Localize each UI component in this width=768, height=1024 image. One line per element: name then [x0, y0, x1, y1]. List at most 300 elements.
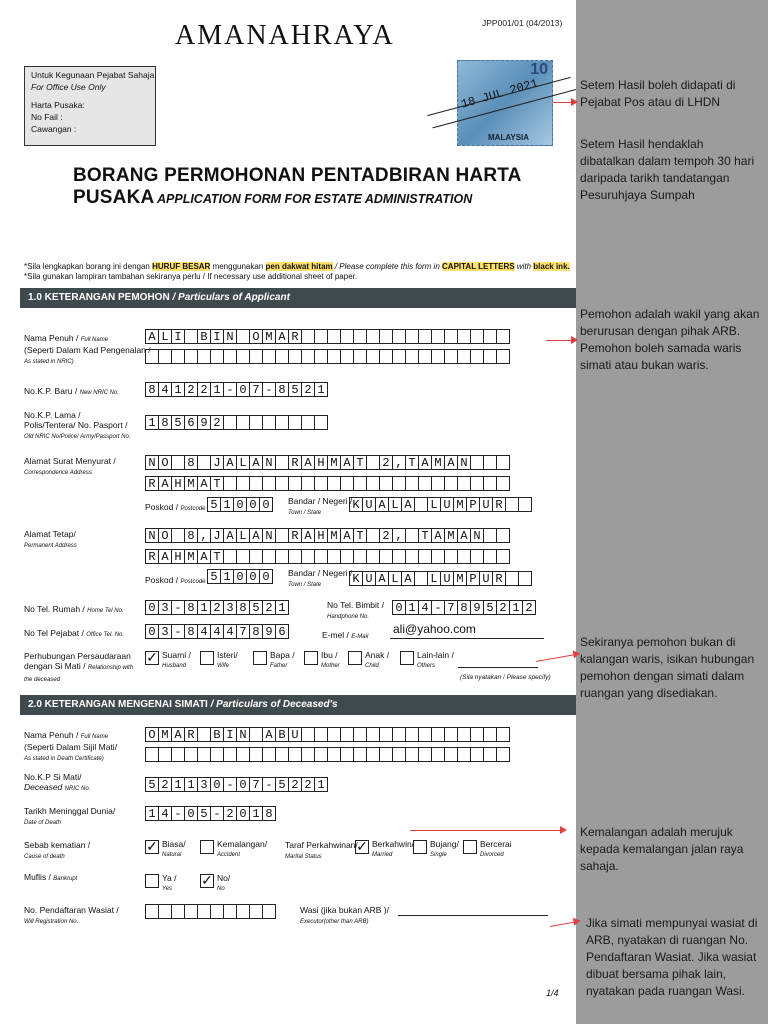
char-box[interactable] — [457, 727, 471, 742]
char-box[interactable] — [288, 476, 302, 491]
char-box[interactable]: A — [375, 571, 389, 586]
char-box[interactable] — [158, 747, 172, 762]
char-box[interactable]: A — [249, 528, 263, 543]
char-box[interactable]: 8 — [236, 600, 250, 615]
char-box[interactable]: M — [453, 497, 467, 512]
char-box[interactable] — [249, 549, 263, 564]
char-box[interactable]: 2 — [210, 600, 224, 615]
char-box[interactable] — [340, 747, 354, 762]
char-box[interactable]: 3 — [197, 777, 211, 792]
char-box[interactable]: A — [401, 497, 415, 512]
char-box[interactable] — [444, 747, 458, 762]
char-box[interactable] — [288, 549, 302, 564]
char-box[interactable]: M — [453, 571, 467, 586]
char-box[interactable] — [249, 476, 263, 491]
char-box[interactable]: O — [249, 329, 263, 344]
char-box[interactable] — [483, 455, 497, 470]
char-box[interactable] — [353, 329, 367, 344]
char-box[interactable] — [223, 349, 237, 364]
char-box[interactable] — [249, 415, 263, 430]
char-box[interactable]: P — [466, 571, 480, 586]
char-box[interactable]: M — [184, 476, 198, 491]
char-box[interactable]: 5 — [171, 415, 185, 430]
char-box[interactable]: A — [158, 476, 172, 491]
char-box[interactable] — [379, 727, 393, 742]
char-box[interactable]: M — [184, 549, 198, 564]
char-box[interactable]: 1 — [220, 569, 234, 584]
char-box[interactable] — [223, 415, 237, 430]
char-box[interactable] — [145, 349, 159, 364]
char-box[interactable]: H — [171, 549, 185, 564]
char-box[interactable] — [184, 329, 198, 344]
char-box[interactable] — [301, 476, 315, 491]
char-box[interactable]: 7 — [236, 624, 250, 639]
char-box[interactable] — [405, 349, 419, 364]
char-box[interactable]: 5 — [197, 806, 211, 821]
char-box[interactable]: 8 — [262, 806, 276, 821]
char-box[interactable] — [366, 528, 380, 543]
char-box[interactable]: 0 — [236, 777, 250, 792]
deceased-name-boxes[interactable] — [145, 727, 509, 742]
char-box[interactable] — [418, 727, 432, 742]
char-box[interactable]: A — [340, 455, 354, 470]
char-box[interactable]: A — [171, 727, 185, 742]
char-box[interactable] — [210, 747, 224, 762]
char-box[interactable]: T — [210, 476, 224, 491]
char-box[interactable] — [184, 747, 198, 762]
char-box[interactable]: 3 — [158, 624, 172, 639]
char-box[interactable] — [236, 415, 250, 430]
char-box[interactable]: 2 — [262, 600, 276, 615]
char-box[interactable]: 1 — [171, 382, 185, 397]
char-box[interactable] — [301, 349, 315, 364]
char-box[interactable] — [392, 476, 406, 491]
char-box[interactable] — [505, 571, 519, 586]
char-box[interactable] — [392, 727, 406, 742]
char-box[interactable] — [236, 747, 250, 762]
char-box[interactable]: 0 — [233, 569, 247, 584]
char-box[interactable] — [145, 904, 159, 919]
char-box[interactable] — [340, 727, 354, 742]
char-box[interactable] — [275, 476, 289, 491]
checkbox[interactable]: ✓ — [201, 872, 213, 888]
char-box[interactable] — [236, 904, 250, 919]
char-box[interactable]: L — [158, 329, 172, 344]
char-box[interactable] — [184, 349, 198, 364]
checkbox[interactable] — [200, 651, 214, 665]
char-box[interactable]: 3 — [158, 600, 172, 615]
char-box[interactable] — [288, 349, 302, 364]
char-box[interactable]: J — [210, 455, 224, 470]
char-box[interactable] — [353, 727, 367, 742]
char-box[interactable]: 2 — [379, 455, 393, 470]
char-box[interactable]: 2 — [210, 415, 224, 430]
char-box[interactable]: T — [418, 528, 432, 543]
char-box[interactable] — [470, 476, 484, 491]
char-box[interactable] — [223, 549, 237, 564]
char-box[interactable] — [496, 349, 510, 364]
char-box[interactable] — [171, 747, 185, 762]
char-box[interactable]: A — [145, 329, 159, 344]
char-box[interactable] — [249, 904, 263, 919]
char-box[interactable] — [483, 549, 497, 564]
checkbox[interactable]: ✓ — [356, 838, 368, 854]
char-box[interactable]: 1 — [509, 600, 523, 615]
char-box[interactable] — [353, 349, 367, 364]
char-box[interactable] — [392, 349, 406, 364]
char-box[interactable]: T — [405, 455, 419, 470]
char-box[interactable]: A — [375, 497, 389, 512]
char-box[interactable] — [314, 549, 328, 564]
char-box[interactable]: 8 — [457, 600, 471, 615]
char-box[interactable]: 8 — [158, 415, 172, 430]
char-box[interactable] — [496, 476, 510, 491]
char-box[interactable]: N — [145, 455, 159, 470]
char-box[interactable]: 2 — [379, 528, 393, 543]
char-box[interactable]: 2 — [301, 777, 315, 792]
char-box[interactable]: - — [171, 600, 185, 615]
char-box[interactable]: N — [262, 528, 276, 543]
checkbox[interactable] — [253, 651, 267, 665]
char-box[interactable]: A — [249, 455, 263, 470]
char-box[interactable] — [483, 349, 497, 364]
char-box[interactable] — [340, 349, 354, 364]
char-box[interactable] — [418, 476, 432, 491]
char-box[interactable] — [366, 727, 380, 742]
char-box[interactable]: I — [223, 727, 237, 742]
char-box[interactable] — [431, 349, 445, 364]
char-box[interactable] — [197, 904, 211, 919]
char-box[interactable] — [236, 549, 250, 564]
char-box[interactable] — [275, 528, 289, 543]
char-box[interactable] — [366, 549, 380, 564]
char-box[interactable] — [353, 549, 367, 564]
checkbox[interactable] — [145, 874, 159, 888]
char-box[interactable] — [314, 476, 328, 491]
char-box[interactable] — [418, 349, 432, 364]
char-box[interactable] — [275, 455, 289, 470]
char-box[interactable]: 0 — [259, 569, 273, 584]
char-box[interactable]: R — [145, 549, 159, 564]
char-box[interactable] — [366, 455, 380, 470]
char-box[interactable]: A — [340, 528, 354, 543]
email-value[interactable]: ali@yahoo.com — [393, 622, 476, 636]
char-box[interactable] — [366, 349, 380, 364]
char-box[interactable]: 2 — [496, 600, 510, 615]
char-box[interactable] — [340, 549, 354, 564]
char-box[interactable] — [470, 747, 484, 762]
char-box[interactable] — [262, 904, 276, 919]
char-box[interactable] — [496, 329, 510, 344]
char-box[interactable]: 5 — [207, 497, 221, 512]
char-box[interactable]: 1 — [275, 600, 289, 615]
char-box[interactable] — [236, 329, 250, 344]
char-box[interactable]: B — [210, 727, 224, 742]
char-box[interactable]: M — [327, 455, 341, 470]
char-box[interactable]: 0 — [184, 806, 198, 821]
char-box[interactable] — [210, 349, 224, 364]
checkbox[interactable] — [348, 651, 362, 665]
char-box[interactable] — [262, 476, 276, 491]
char-box[interactable]: A — [301, 455, 315, 470]
permanent-address-line1[interactable] — [145, 528, 509, 543]
char-box[interactable]: 7 — [249, 382, 263, 397]
char-box[interactable] — [483, 329, 497, 344]
char-box[interactable] — [379, 549, 393, 564]
char-box[interactable]: 1 — [145, 415, 159, 430]
char-box[interactable]: 5 — [145, 777, 159, 792]
applicant-name-boxes[interactable] — [145, 329, 509, 344]
char-box[interactable]: 4 — [158, 806, 172, 821]
char-box[interactable] — [518, 497, 532, 512]
char-box[interactable]: - — [171, 624, 185, 639]
char-box[interactable]: 8 — [275, 382, 289, 397]
char-box[interactable]: 4 — [418, 600, 432, 615]
char-box[interactable]: T — [353, 455, 367, 470]
char-box[interactable] — [457, 549, 471, 564]
char-box[interactable]: U — [440, 497, 454, 512]
char-box[interactable]: N — [262, 455, 276, 470]
char-box[interactable] — [457, 329, 471, 344]
char-box[interactable]: A — [158, 549, 172, 564]
char-box[interactable]: B — [275, 727, 289, 742]
char-box[interactable]: 4 — [158, 382, 172, 397]
char-box[interactable]: I — [210, 329, 224, 344]
char-box[interactable]: 5 — [249, 600, 263, 615]
char-box[interactable]: U — [479, 497, 493, 512]
char-box[interactable]: 8 — [184, 624, 198, 639]
char-box[interactable]: A — [301, 528, 315, 543]
char-box[interactable] — [353, 476, 367, 491]
char-box[interactable]: A — [457, 528, 471, 543]
char-box[interactable] — [275, 349, 289, 364]
char-box[interactable] — [470, 455, 484, 470]
char-box[interactable] — [392, 549, 406, 564]
char-box[interactable] — [405, 727, 419, 742]
applicant-nric-new-boxes[interactable] — [145, 382, 327, 397]
deceased-name-boxes-2[interactable] — [145, 747, 509, 762]
char-box[interactable]: M — [158, 727, 172, 742]
char-box[interactable]: 9 — [262, 624, 276, 639]
char-box[interactable] — [236, 476, 250, 491]
char-box[interactable] — [518, 571, 532, 586]
char-box[interactable]: - — [223, 382, 237, 397]
char-box[interactable]: 9 — [470, 600, 484, 615]
char-box[interactable] — [301, 549, 315, 564]
char-box[interactable] — [301, 329, 315, 344]
char-box[interactable] — [444, 329, 458, 344]
char-box[interactable] — [158, 904, 172, 919]
char-box[interactable] — [457, 349, 471, 364]
char-box[interactable]: , — [392, 528, 406, 543]
char-box[interactable]: L — [388, 497, 402, 512]
permanent-address-line2[interactable] — [145, 549, 509, 564]
char-box[interactable] — [496, 727, 510, 742]
char-box[interactable]: H — [314, 455, 328, 470]
char-box[interactable]: A — [197, 549, 211, 564]
char-box[interactable]: R — [492, 497, 506, 512]
char-box[interactable] — [496, 747, 510, 762]
char-box[interactable]: A — [444, 455, 458, 470]
char-box[interactable] — [210, 904, 224, 919]
char-box[interactable] — [236, 349, 250, 364]
char-box[interactable] — [327, 727, 341, 742]
char-box[interactable] — [366, 747, 380, 762]
char-box[interactable] — [262, 349, 276, 364]
char-box[interactable]: 8 — [145, 382, 159, 397]
char-box[interactable] — [145, 747, 159, 762]
will-registration-boxes[interactable] — [145, 904, 275, 919]
char-box[interactable] — [275, 415, 289, 430]
char-box[interactable]: 0 — [236, 382, 250, 397]
char-box[interactable]: 4 — [223, 624, 237, 639]
char-box[interactable]: L — [236, 528, 250, 543]
char-box[interactable]: N — [145, 528, 159, 543]
char-box[interactable] — [505, 497, 519, 512]
char-box[interactable]: 1 — [220, 497, 234, 512]
char-box[interactable]: 3 — [223, 600, 237, 615]
applicant-nric-old-boxes[interactable] — [145, 415, 327, 430]
char-box[interactable]: 1 — [210, 382, 224, 397]
char-box[interactable] — [444, 549, 458, 564]
char-box[interactable]: 1 — [405, 600, 419, 615]
char-box[interactable]: R — [288, 528, 302, 543]
correspondence-town[interactable] — [349, 497, 531, 512]
char-box[interactable]: - — [431, 600, 445, 615]
char-box[interactable]: 0 — [210, 777, 224, 792]
char-box[interactable] — [197, 455, 211, 470]
tel-mobile-boxes[interactable] — [392, 600, 535, 615]
char-box[interactable] — [379, 349, 393, 364]
char-box[interactable]: L — [427, 571, 441, 586]
char-box[interactable] — [405, 747, 419, 762]
char-box[interactable]: - — [171, 806, 185, 821]
char-box[interactable]: N — [223, 329, 237, 344]
char-box[interactable]: L — [388, 571, 402, 586]
char-box[interactable] — [457, 747, 471, 762]
char-box[interactable] — [379, 747, 393, 762]
applicant-name-boxes-2[interactable] — [145, 349, 509, 364]
char-box[interactable]: A — [431, 528, 445, 543]
char-box[interactable]: O — [145, 727, 159, 742]
char-box[interactable] — [223, 747, 237, 762]
char-box[interactable] — [314, 727, 328, 742]
char-box[interactable] — [496, 455, 510, 470]
char-box[interactable] — [197, 747, 211, 762]
char-box[interactable]: 2 — [223, 806, 237, 821]
char-box[interactable] — [431, 329, 445, 344]
correspondence-address-line1[interactable] — [145, 455, 509, 470]
char-box[interactable] — [262, 747, 276, 762]
char-box[interactable] — [314, 415, 328, 430]
char-box[interactable] — [314, 329, 328, 344]
char-box[interactable] — [457, 476, 471, 491]
char-box[interactable]: O — [158, 528, 172, 543]
char-box[interactable] — [197, 349, 211, 364]
date-of-death-boxes[interactable] — [145, 806, 275, 821]
char-box[interactable] — [327, 329, 341, 344]
char-box[interactable] — [483, 476, 497, 491]
char-box[interactable] — [340, 329, 354, 344]
char-box[interactable] — [275, 549, 289, 564]
char-box[interactable]: 1 — [171, 777, 185, 792]
char-box[interactable]: M — [444, 528, 458, 543]
char-box[interactable]: U — [479, 571, 493, 586]
char-box[interactable] — [431, 727, 445, 742]
char-box[interactable]: 1 — [249, 806, 263, 821]
char-box[interactable] — [496, 528, 510, 543]
char-box[interactable] — [496, 549, 510, 564]
char-box[interactable] — [414, 571, 428, 586]
char-box[interactable] — [223, 904, 237, 919]
char-box[interactable] — [288, 747, 302, 762]
char-box[interactable]: 7 — [444, 600, 458, 615]
char-box[interactable] — [418, 329, 432, 344]
char-box[interactable]: 7 — [249, 777, 263, 792]
char-box[interactable]: I — [171, 329, 185, 344]
char-box[interactable]: 0 — [392, 600, 406, 615]
char-box[interactable] — [444, 349, 458, 364]
char-box[interactable]: N — [470, 528, 484, 543]
char-box[interactable] — [171, 528, 185, 543]
char-box[interactable]: 6 — [275, 624, 289, 639]
char-box[interactable]: P — [466, 497, 480, 512]
char-box[interactable]: N — [236, 727, 250, 742]
char-box[interactable]: U — [440, 571, 454, 586]
char-box[interactable]: 0 — [233, 497, 247, 512]
correspondence-postcode[interactable] — [207, 497, 272, 512]
char-box[interactable]: 9 — [197, 415, 211, 430]
char-box[interactable]: L — [427, 497, 441, 512]
char-box[interactable]: , — [392, 455, 406, 470]
checkbox[interactable] — [413, 840, 427, 854]
char-box[interactable] — [171, 349, 185, 364]
char-box[interactable] — [392, 747, 406, 762]
char-box[interactable]: A — [223, 528, 237, 543]
char-box[interactable] — [327, 747, 341, 762]
char-box[interactable]: M — [262, 329, 276, 344]
char-box[interactable] — [171, 455, 185, 470]
tel-home-boxes[interactable] — [145, 600, 288, 615]
char-box[interactable]: M — [327, 528, 341, 543]
deceased-nric-boxes[interactable] — [145, 777, 327, 792]
char-box[interactable] — [405, 549, 419, 564]
char-box[interactable]: 1 — [145, 806, 159, 821]
char-box[interactable]: 2 — [158, 777, 172, 792]
char-box[interactable] — [301, 727, 315, 742]
char-box[interactable]: 8 — [249, 624, 263, 639]
char-box[interactable]: B — [197, 329, 211, 344]
char-box[interactable] — [301, 747, 315, 762]
char-box[interactable] — [314, 349, 328, 364]
char-box[interactable]: T — [353, 528, 367, 543]
checkbox[interactable] — [400, 651, 414, 665]
char-box[interactable] — [414, 497, 428, 512]
char-box[interactable]: - — [223, 777, 237, 792]
char-box[interactable]: T — [210, 549, 224, 564]
char-box[interactable] — [483, 528, 497, 543]
correspondence-address-line2[interactable] — [145, 476, 509, 491]
char-box[interactable] — [249, 349, 263, 364]
char-box[interactable] — [418, 549, 432, 564]
char-box[interactable] — [444, 476, 458, 491]
char-box[interactable] — [470, 549, 484, 564]
char-box[interactable] — [483, 727, 497, 742]
checkbox[interactable] — [200, 840, 214, 854]
char-box[interactable]: U — [288, 727, 302, 742]
char-box[interactable]: R — [288, 455, 302, 470]
char-box[interactable]: 0 — [259, 497, 273, 512]
